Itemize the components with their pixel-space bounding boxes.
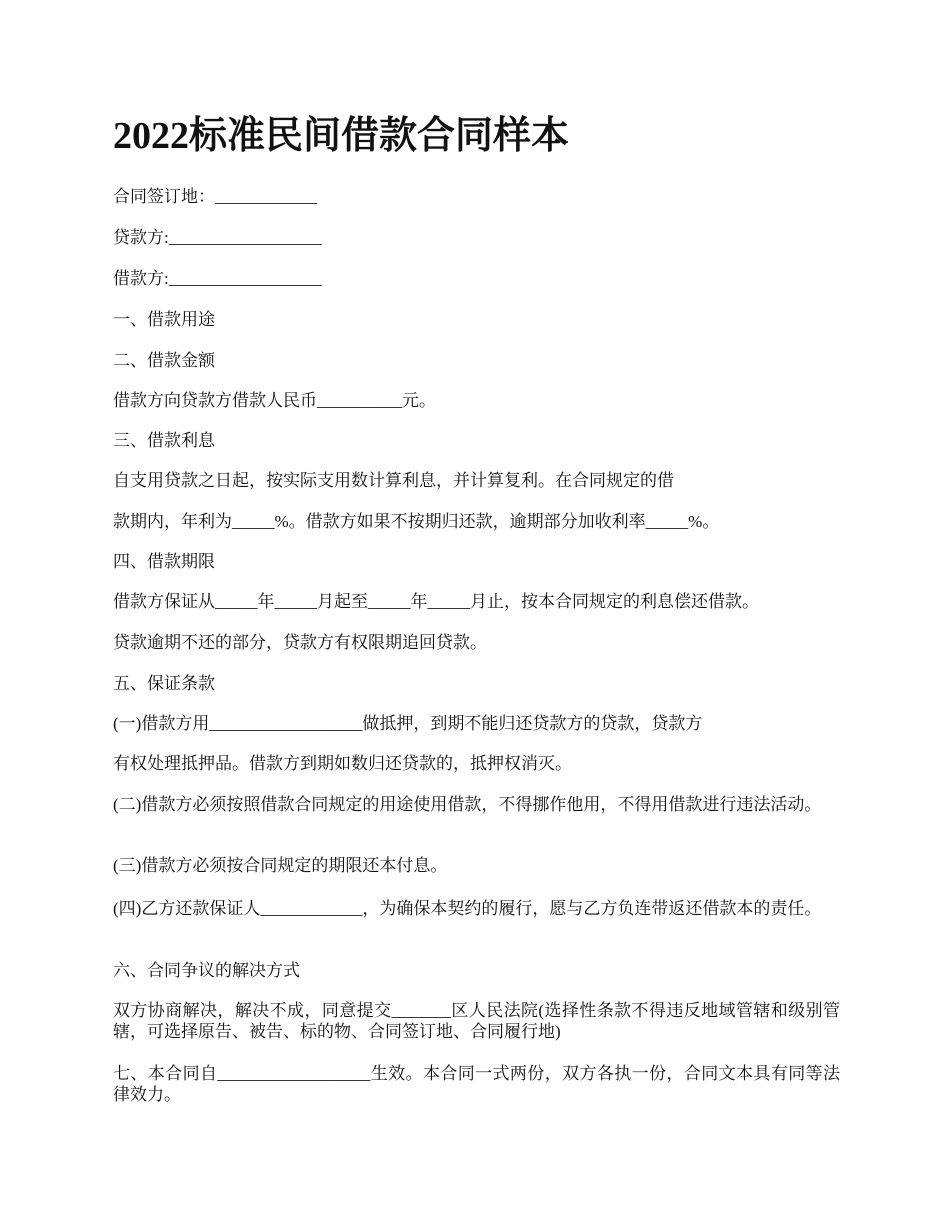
section-heading-guarantee: 五、保证条款 [113,674,215,693]
section-heading-term: 四、借款期限 [113,552,215,571]
guarantee-clause-4: (四)乙方还款保证人____________，为确保本契约的履行，愿与乙方负连带返还借款本的责任。 [113,899,822,918]
term-text: 借款方保证从_____年_____月起至_____年_____月止，按本合同规定的利息偿还借款。 [113,592,759,611]
dispute-text: 双方协商解决，解决不成，同意提交_______区人民法院(选择性条款不得违反地域管辖和级别管辖，可选择原告、被告、标的物、合同签订地、合同履行地) [113,1001,840,1041]
guarantee-clause-2: (二)借款方必须按照借款合同规定的用途使用借款，不得挪作他用，不得用借款进行违法活动。 [113,795,822,814]
guarantee-clause-3: (三)借款方必须按合同规定的期限还本付息。 [113,856,448,875]
interest-text-line-2: 款期内，年利为_____%。借款方如果不按期归还款，逾期部分加收利率_____%。 [113,512,720,531]
effective-clause: 七、本合同自__________________生效。本合同一式两份，双方各执一份，合同文本具有同等法律效力。 [113,1064,840,1104]
lender-field: 贷款方:__________________ [113,228,322,247]
guarantee-clause-1-line-2: 有权处理抵押品。借款方到期如数归还贷款的，抵押权消灭。 [113,754,572,773]
guarantee-clause-1-line-1: (一)借款方用__________________做抵押，到期不能归还贷款方的贷款，贷款方 [113,714,703,733]
section-heading-purpose: 一、借款用途 [113,310,215,329]
borrower-field: 借款方:__________________ [113,269,322,288]
amount-text: 借款方向贷款方借款人民币__________元。 [113,391,436,410]
interest-text-line-1: 自支用贷款之日起，按实际支用数计算利息，并计算复利。在合同规定的借 [113,471,674,490]
section-heading-amount: 二、借款金额 [113,351,215,370]
document-title: 2022标准民间借款合同样本 [113,115,570,157]
contract-signing-place: 合同签订地：____________ [113,187,317,206]
section-heading-interest: 三、借款利息 [113,431,215,450]
section-heading-dispute: 六、合同争议的解决方式 [113,961,300,980]
overdue-text: 贷款逾期不还的部分，贷款方有权限期追回贷款。 [113,633,487,652]
